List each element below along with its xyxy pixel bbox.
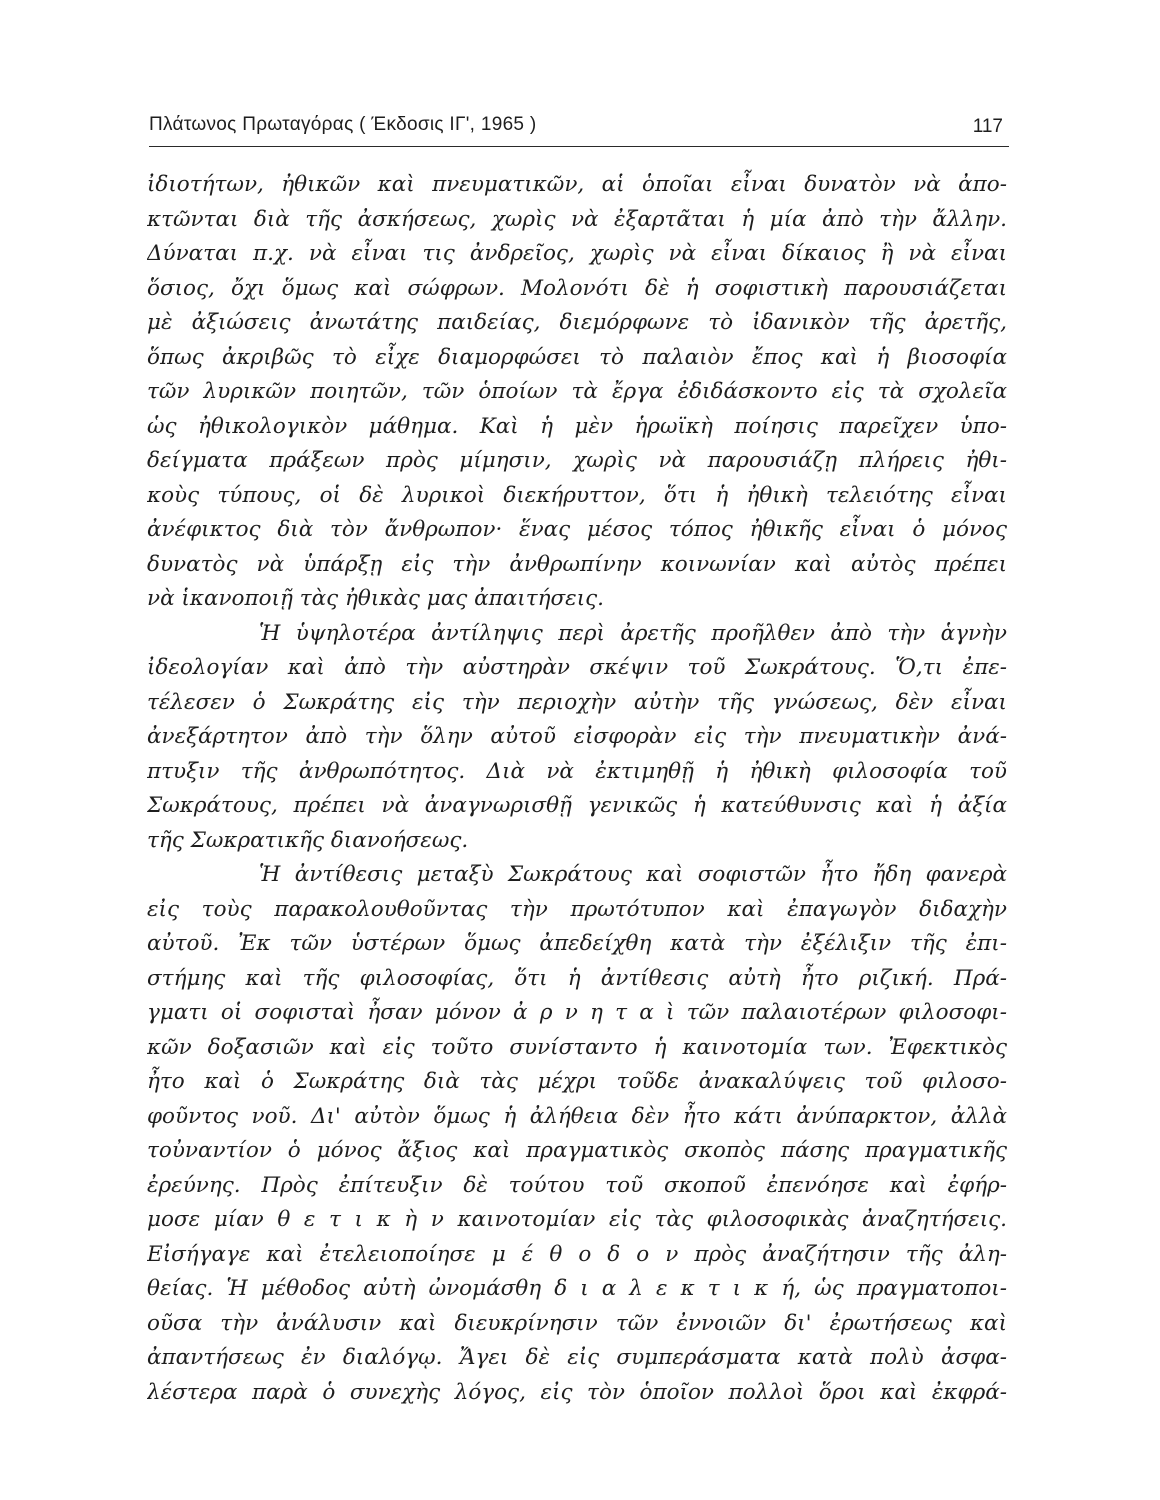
text-line: ὡς ἠθικολογικὸν μάθημα. Καὶ ἡ μὲν ἡρωϊκὴ ποίησις παρεῖχεν ὑπο- [147, 413, 1007, 439]
text-line-paragraph-start: Ἡ ὑψηλοτέρα ἀντίληψις περὶ ἀρετῆς προῆλθεν ἀπὸ τὴν ἁγνὴν [259, 620, 1007, 646]
header-rule [149, 146, 1009, 147]
text-line: ἀπαντήσεως ἐν διαλόγῳ. Ἄγει δὲ εἰς συμπεράσματα κατὰ πολὺ ἀσφα- [147, 1345, 1007, 1370]
text-line: πτυξιν τῆς ἀνθρωπότητος. Διὰ νὰ ἐκτιμηθῇ ἡ ἠθικὴ φιλοσοφία τοῦ [147, 758, 1007, 784]
text-line: ἦτο καὶ ὁ Σωκράτης διὰ τὰς μέχρι τοῦδε ἀνακαλύψεις τοῦ φιλοσο- [147, 1069, 1007, 1094]
text-line: τοὐναντίον ὁ μόνος ἄξιος καὶ πραγματικὸς σκοπὸς πάσης πραγματικῆς [147, 1138, 1007, 1163]
text-line: ὅσιος, ὄχι ὅμως καὶ σώφρων. Μολονότι δὲ ἡ σοφιστικὴ παρουσιάζεται [147, 275, 1007, 301]
text-line: μοσε μίαν θ ε τ ι κ ὴ ν καινοτομίαν εἰς τὰς φιλοσοφικὰς ἀναζητήσεις. [147, 1207, 1007, 1232]
text-line: γματι οἱ σοφισταὶ ἦσαν μόνον ἀ ρ ν η τ α ὶ τῶν παλαιοτέρων φιλοσοφι- [147, 1000, 1007, 1025]
text-line: τέλεσεν ὁ Σωκράτης εἰς τὴν περιοχὴν αὐτὴν τῆς γνώσεως, δὲν εἶναι [147, 689, 1007, 715]
body-text [147, 168, 1007, 1410]
text-line: Εἰσήγαγε καὶ ἐτελειοποίησε μ έ θ ο δ ο ν πρὸς ἀναζήτησιν τῆς ἀλη- [147, 1241, 1007, 1267]
text-line: οῦσα τὴν ἀνάλυσιν καὶ διευκρίνησιν τῶν ἐννοιῶν δι' ἐρωτήσεως καὶ [147, 1310, 1007, 1336]
text-line: Σωκράτους, πρέπει νὰ ἀναγνωρισθῇ γενικῶς ἡ κατεύθυνσις καὶ ἡ ἀξία [147, 793, 1007, 818]
text-line: φοῦντος νοῦ. Δι' αὐτὸν ὅμως ἡ ἀλήθεια δὲν ἦτο κάτι ἀνύπαρκτον, ἀλλὰ [147, 1103, 1007, 1129]
text-line: ἰδιοτήτων, ἠθικῶν καὶ πνευματικῶν, αἱ ὁποῖαι εἶναι δυνατὸν νὰ ἀπο- [147, 172, 1007, 197]
text-line: αὐτοῦ. Ἐκ τῶν ὑστέρων ὅμως ἀπεδείχθη κατὰ τὴν ἐξέλιξιν τῆς ἐπι- [147, 931, 1007, 956]
text-line: μὲ ἀξιώσεις ἀνωτάτης παιδείας, διεμόρφωνε τὸ ἰδανικὸν τῆς ἀρετῆς, [147, 310, 1007, 335]
text-line: Δύναται π.χ. νὰ εἶναι τις ἀνδρεῖος, χωρὶς νὰ εἶναι δίκαιος ἢ νὰ εἶναι [147, 241, 1007, 266]
text-line: θείας. Ἡ μέθοδος αὐτὴ ὠνομάσθη δ ι α λ ε κ τ ι κ ή, ὡς πραγματοποι- [147, 1276, 1007, 1301]
text-line: ἀνέφικτος διὰ τὸν ἄνθρωπον· ἕνας μέσος τόπος ἠθικῆς εἶναι ὁ μόνος [147, 517, 1007, 542]
page-number: 117 [972, 116, 1003, 137]
text-line-paragraph-start: Ἡ ἀντίθεσις μεταξὺ Σωκράτους καὶ σοφιστῶν ἦτο ἤδη φανερὰ [259, 862, 1007, 887]
running-header [149, 106, 1009, 146]
text-line: ἐρεύνης. Πρὸς ἐπίτευξιν δὲ τούτου τοῦ σκοποῦ ἐπενόησε καὶ ἐφήρ- [147, 1172, 1007, 1198]
text-line: ὅπως ἀκριβῶς τὸ εἶχε διαμορφώσει τὸ παλαιὸν ἔπος καὶ ἡ βιοσοφία [147, 344, 1007, 370]
text-line: κτῶνται διὰ τῆς ἀσκήσεως, χωρὶς νὰ ἐξαρτᾶται ἡ μία ἀπὸ τὴν ἄλλην. [147, 206, 1007, 232]
text-line: στήμης καὶ τῆς φιλοσοφίας, ὅτι ἡ ἀντίθεσις αὐτὴ ἦτο ριζική. Πρά- [147, 965, 1007, 991]
text-line: τῆς Σωκρατικῆς διανοήσεως. [147, 827, 469, 853]
text-line: νὰ ἱκανοποιῇ τὰς ἠθικὰς μας ἀπαιτήσεις. [147, 586, 605, 611]
text-line: κῶν δοξασιῶν καὶ εἰς τοῦτο συνίσταντο ἡ καινοτομία των. Ἐφεκτικὸς [147, 1034, 1007, 1060]
text-line: ἰδεολογίαν καὶ ἀπὸ τὴν αὐστηρὰν σκέψιν τοῦ Σωκράτους. Ὅ,τι ἐπε- [147, 655, 1007, 680]
text-line: ἀνεξάρτητον ἀπὸ τὴν ὅλην αὐτοῦ εἰσφορὰν εἰς τὴν πνευματικὴν ἀνά- [147, 724, 1007, 749]
text-line: λέστερα παρὰ ὁ συνεχὴς λόγος, εἰς τὸν ὁποῖον πολλοὶ ὅροι καὶ ἐκφρά- [147, 1379, 1007, 1405]
text-line: δείγματα πράξεων πρὸς μίμησιν, χωρὶς νὰ παρουσιάζῃ πλήρεις ἠθι- [147, 448, 1007, 473]
text-line: τῶν λυρικῶν ποιητῶν, τῶν ὁποίων τὰ ἔργα ἐδιδάσκοντο εἰς τὰ σχολεῖα [147, 379, 1007, 404]
text-line: εἰς τοὺς παρακολουθοῦντας τὴν πρωτότυπον καὶ ἐπαγωγὸν διδαχὴν [147, 896, 1007, 922]
text-line: κοὺς τύπους, οἱ δὲ λυρικοὶ διεκήρυττον, ὅτι ἡ ἠθικὴ τελειότης εἶναι [147, 482, 1007, 508]
text-line: δυνατὸς νὰ ὑπάρξῃ εἰς τὴν ἀνθρωπίνην κοινωνίαν καὶ αὐτὸς πρέπει [147, 551, 1007, 577]
header-title: Πλάτωνος Πρωταγόρας ( Έκδοσις ΙΓ', 1965 ) [149, 114, 537, 135]
